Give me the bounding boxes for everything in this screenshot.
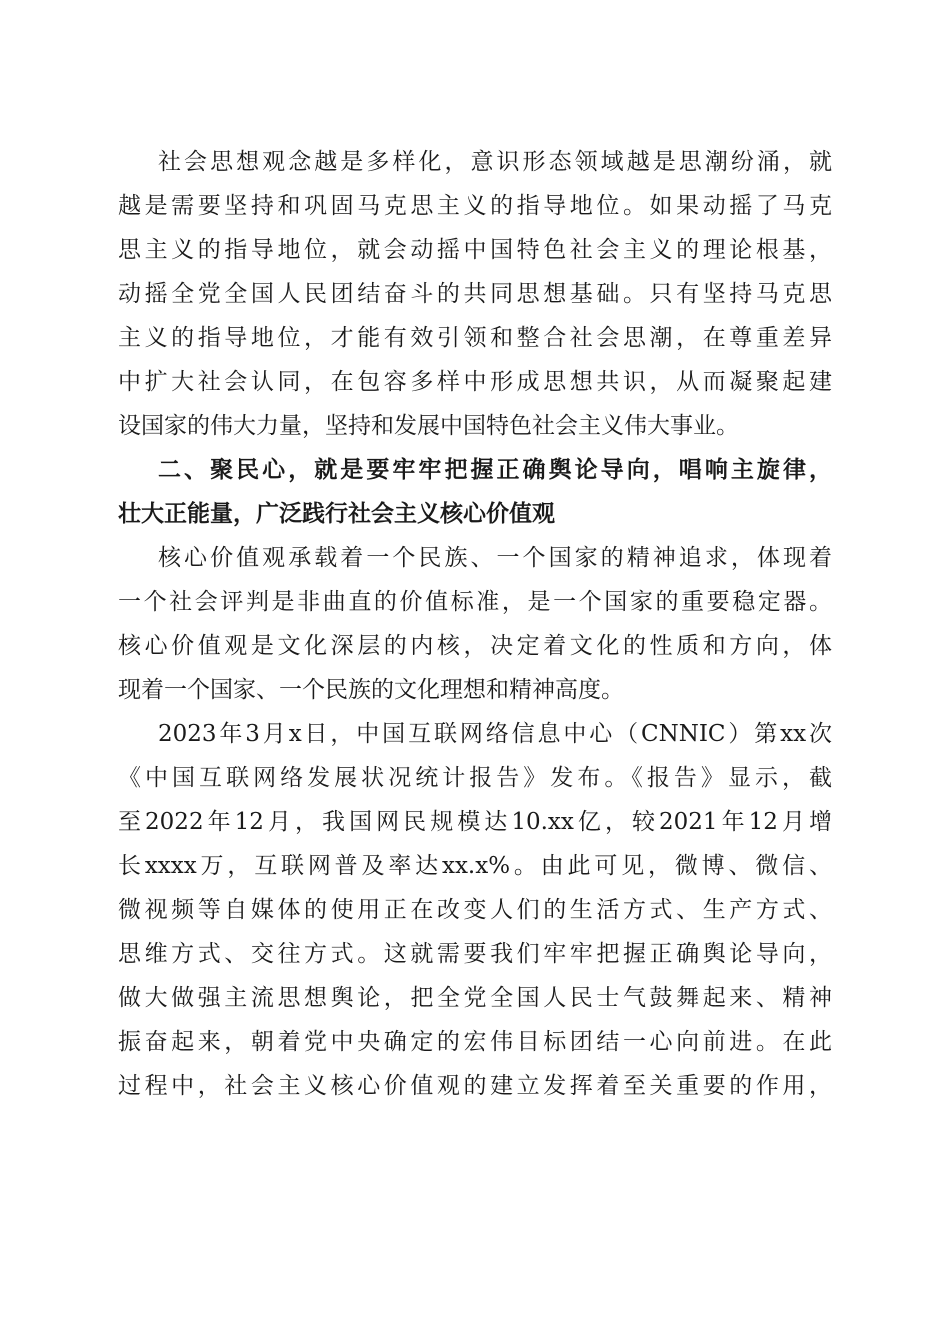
paragraph-line: 做大做强主流思想舆论，把全党全国人民士气鼓舞起来、精神 [118,985,832,1011]
paragraph-line: 主义的指导地位，才能有效引领和整合社会思潮，在尊重差异 [118,325,832,351]
paragraph-line: 核心价值观是文化深层的内核，决定着文化的性质和方向，体 [118,633,832,659]
paragraph-cnnic-report [118,712,832,1108]
document-page [118,140,832,1108]
paragraph-line: 至2022年12月，我国网民规模达10.xx亿，较2021年12月增 [118,809,832,835]
paragraph-line: 现着一个国家、一个民族的文化理想和精神高度。 [118,677,624,703]
heading-line: 壮大正能量，广泛践行社会主义核心价值观 [118,501,555,527]
paragraph-line: 中扩大社会认同，在包容多样中形成思想共识，从而凝聚起建 [118,369,832,395]
paragraph-line: 核心价值观承载着一个民族、一个国家的精神追求，体现着 [158,545,832,571]
paragraph-line: 《中国互联网络发展状况统计报告》发布。《报告》显示，截 [118,765,832,791]
paragraph-line: 一个社会评判是非曲直的价值标准，是一个国家的重要稳定器。 [118,589,832,615]
paragraph-line: 越是需要坚持和巩固马克思主义的指导地位。如果动摇了马克 [118,193,832,219]
paragraph-marxism-guidance [118,140,832,448]
paragraph-line: 长xxxx万，互联网普及率达xx.x%。由此可见，微博、微信、 [118,853,832,879]
heading-line: 二、聚民心，就是要牢牢把握正确舆论导向，唱响主旋律， [158,457,832,483]
paragraph-line: 过程中，社会主义核心价值观的建立发挥着至关重要的作用， [118,1073,832,1099]
paragraph-line: 微视频等自媒体的使用正在改变人们的生活方式、生产方式、 [118,897,832,923]
paragraph-line: 振奋起来，朝着党中央确定的宏伟目标团结一心向前进。在此 [118,1029,832,1055]
paragraph-line: 设国家的伟大力量，坚持和发展中国特色社会主义伟大事业。 [118,413,739,439]
paragraph-line: 思主义的指导地位，就会动摇中国特色社会主义的理论根基， [118,237,832,263]
paragraph-core-values [118,536,832,712]
paragraph-line: 2023年3月x日，中国互联网络信息中心（CNNIC）第xx次 [158,721,832,747]
paragraph-line: 思维方式、交往方式。这就需要我们牢牢把握正确舆论导向， [118,941,832,967]
paragraph-line: 社会思想观念越是多样化，意识形态领域越是思潮纷涌，就 [158,149,832,175]
section-heading-2 [118,448,832,536]
paragraph-line: 动摇全党全国人民团结奋斗的共同思想基础。只有坚持马克思 [118,281,832,307]
